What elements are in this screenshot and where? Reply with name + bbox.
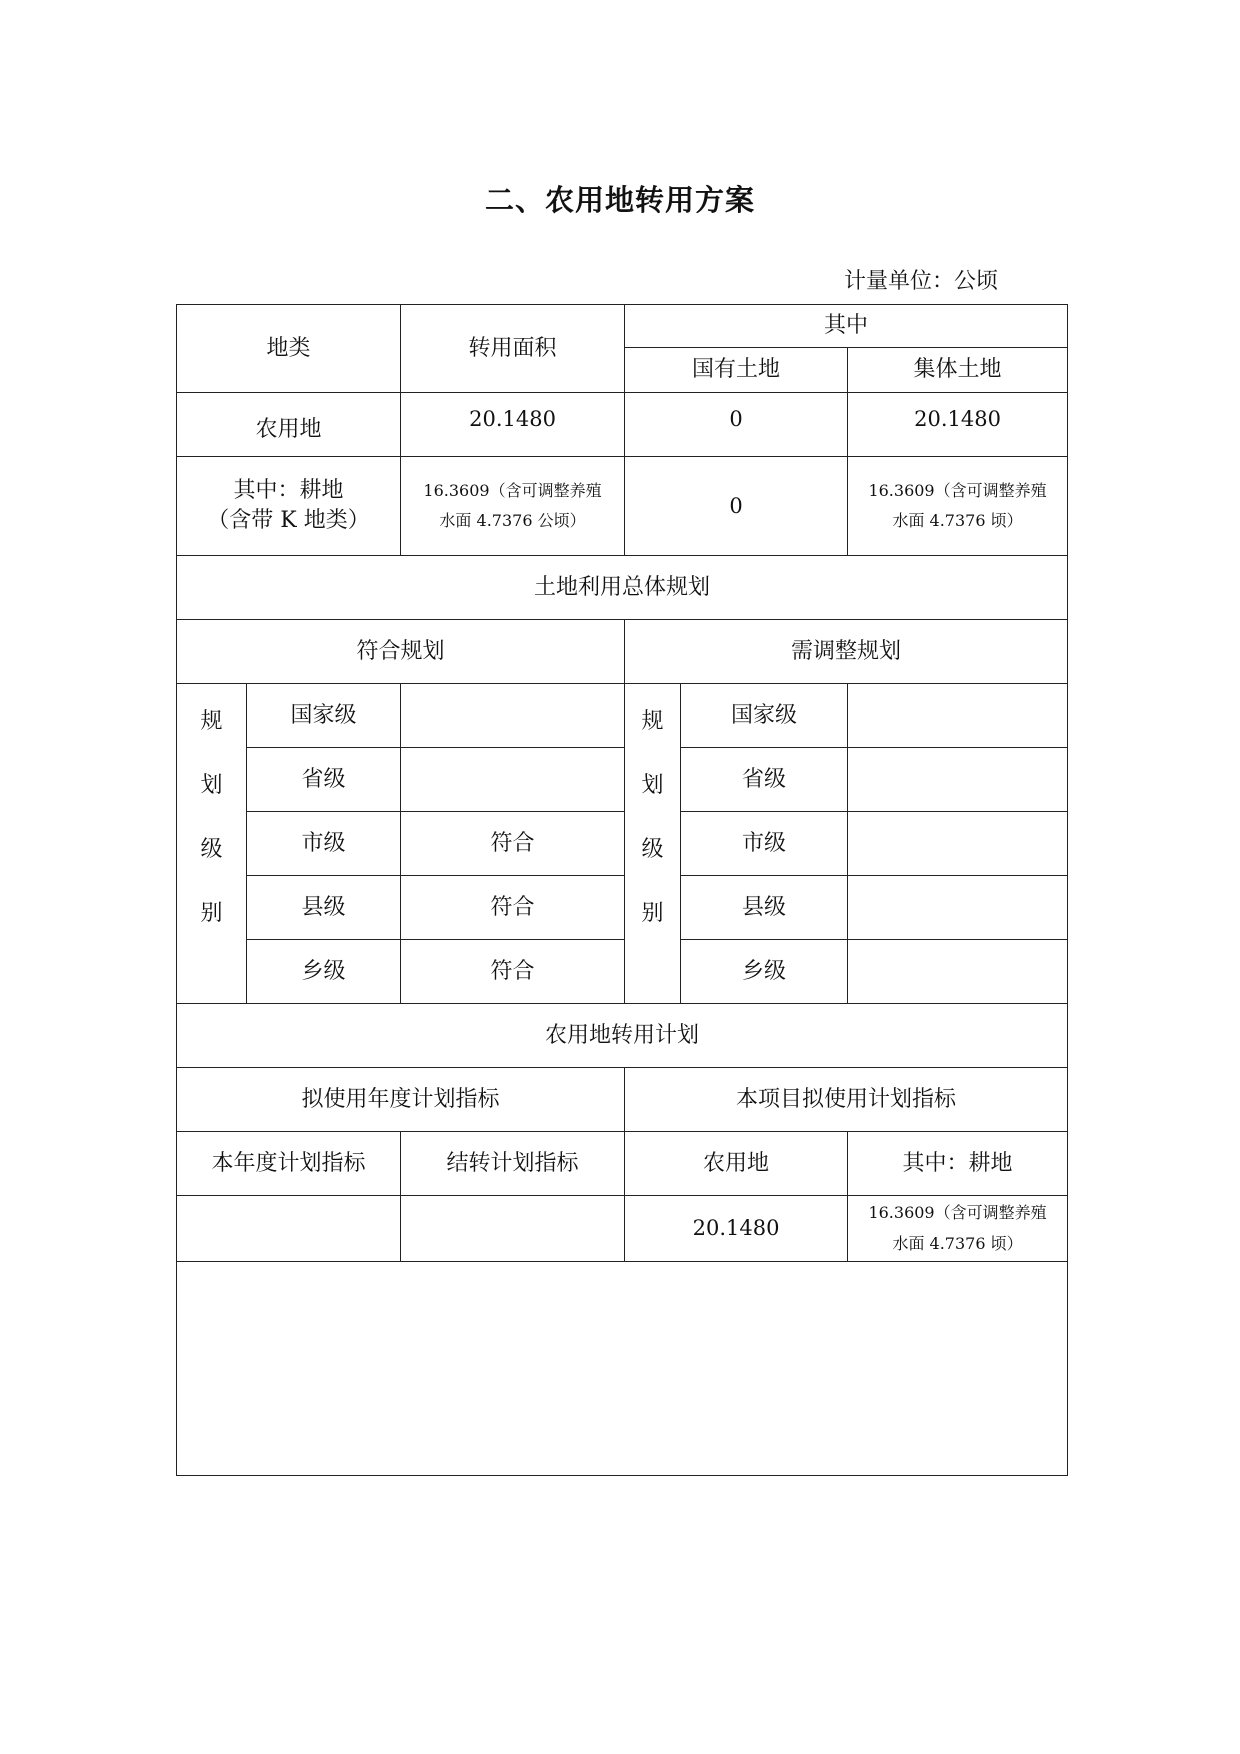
farmland-area: 20.1480 <box>401 393 625 457</box>
vertical-char: 别 <box>641 901 664 926</box>
header-area: 转用面积 <box>401 305 625 393</box>
cultivated-collective <box>848 457 1068 556</box>
adjust-level-vertical-label <box>625 684 681 1004</box>
carryover-value <box>401 1196 625 1262</box>
col-carryover: 结转计划指标 <box>401 1132 625 1196</box>
cultivated-label-line2: （含带 K 地类） <box>207 508 370 533</box>
conform-level-township: 乡级 <box>247 940 401 1004</box>
conform-plan-title: 符合规划 <box>177 620 625 684</box>
adjust-value-provincial <box>848 748 1068 812</box>
header-collective-land: 集体土地 <box>848 348 1068 393</box>
cultivated-label <box>177 457 401 556</box>
conform-value-provincial <box>401 748 625 812</box>
adjust-value-city <box>848 812 1068 876</box>
col-this-year: 本年度计划指标 <box>177 1132 401 1196</box>
adjust-plan-title: 需调整规划 <box>625 620 1068 684</box>
cultivated-area <box>401 457 625 556</box>
conform-level-national: 国家级 <box>247 684 401 748</box>
annual-plan-title: 拟使用年度计划指标 <box>177 1068 625 1132</box>
conform-level-city: 市级 <box>247 812 401 876</box>
conform-level-provincial: 省级 <box>247 748 401 812</box>
plan-section-title: 土地利用总体规划 <box>177 556 1068 620</box>
cultivated-area-line1: 16.3609（含可调整养殖 <box>423 480 602 500</box>
adjust-value-national <box>848 684 1068 748</box>
this-year-value <box>177 1196 401 1262</box>
cultivated-collective-line2: 水面 4.7376 顷） <box>892 511 1023 530</box>
farmland-label: 农用地 <box>177 393 401 457</box>
vertical-char: 别 <box>200 901 223 926</box>
farmland-plan-value: 20.1480 <box>625 1196 848 1262</box>
header-land-type: 地类 <box>177 305 401 393</box>
adjust-level-township: 乡级 <box>681 940 848 1004</box>
cultivated-state: 0 <box>625 457 848 556</box>
vertical-char: 级 <box>200 837 223 862</box>
cultivated-collective-line1: 16.3609（含可调整养殖 <box>868 480 1047 500</box>
cultivated-plan-value <box>848 1196 1068 1262</box>
cultivated-plan-line2: 水面 4.7376 顷） <box>892 1233 1023 1253</box>
header-state-land: 国有土地 <box>625 348 848 393</box>
header-of-which: 其中 <box>625 305 1068 348</box>
land-conversion-table <box>176 304 1068 1476</box>
conform-value-national <box>401 684 625 748</box>
vertical-char: 规 <box>200 709 223 734</box>
adjust-level-city: 市级 <box>681 812 848 876</box>
conform-value-township: 符合 <box>401 940 625 1004</box>
conform-value-city: 符合 <box>401 812 625 876</box>
col-farmland: 农用地 <box>625 1132 848 1196</box>
adjust-level-national: 国家级 <box>681 684 848 748</box>
adjust-value-county <box>848 876 1068 940</box>
col-cultivated: 其中：耕地 <box>848 1132 1068 1196</box>
page-title: 二、农用地转用方案 <box>484 183 755 217</box>
farmland-collective: 20.1480 <box>848 393 1068 457</box>
adjust-value-township <box>848 940 1068 1004</box>
vertical-char: 划 <box>641 773 664 798</box>
conversion-section-title: 农用地转用计划 <box>177 1004 1068 1068</box>
cultivated-area-line2: 水面 4.7376 公顷） <box>439 511 586 530</box>
adjust-level-county: 县级 <box>681 876 848 940</box>
farmland-state: 0 <box>625 393 848 457</box>
project-plan-title: 本项目拟使用计划指标 <box>625 1068 1068 1132</box>
unit-label: 计量单位：公顷 <box>843 269 998 294</box>
conform-value-county: 符合 <box>401 876 625 940</box>
cultivated-label-line1: 其中：耕地 <box>233 478 344 504</box>
conform-level-vertical-label <box>177 684 247 1004</box>
vertical-char: 规 <box>641 709 664 734</box>
adjust-level-provincial: 省级 <box>681 748 848 812</box>
conform-level-county: 县级 <box>247 876 401 940</box>
blank-remarks-area <box>177 1262 1068 1476</box>
cultivated-plan-line1: 16.3609（含可调整养殖 <box>868 1203 1047 1223</box>
vertical-char: 级 <box>641 837 664 862</box>
vertical-char: 划 <box>200 773 223 798</box>
